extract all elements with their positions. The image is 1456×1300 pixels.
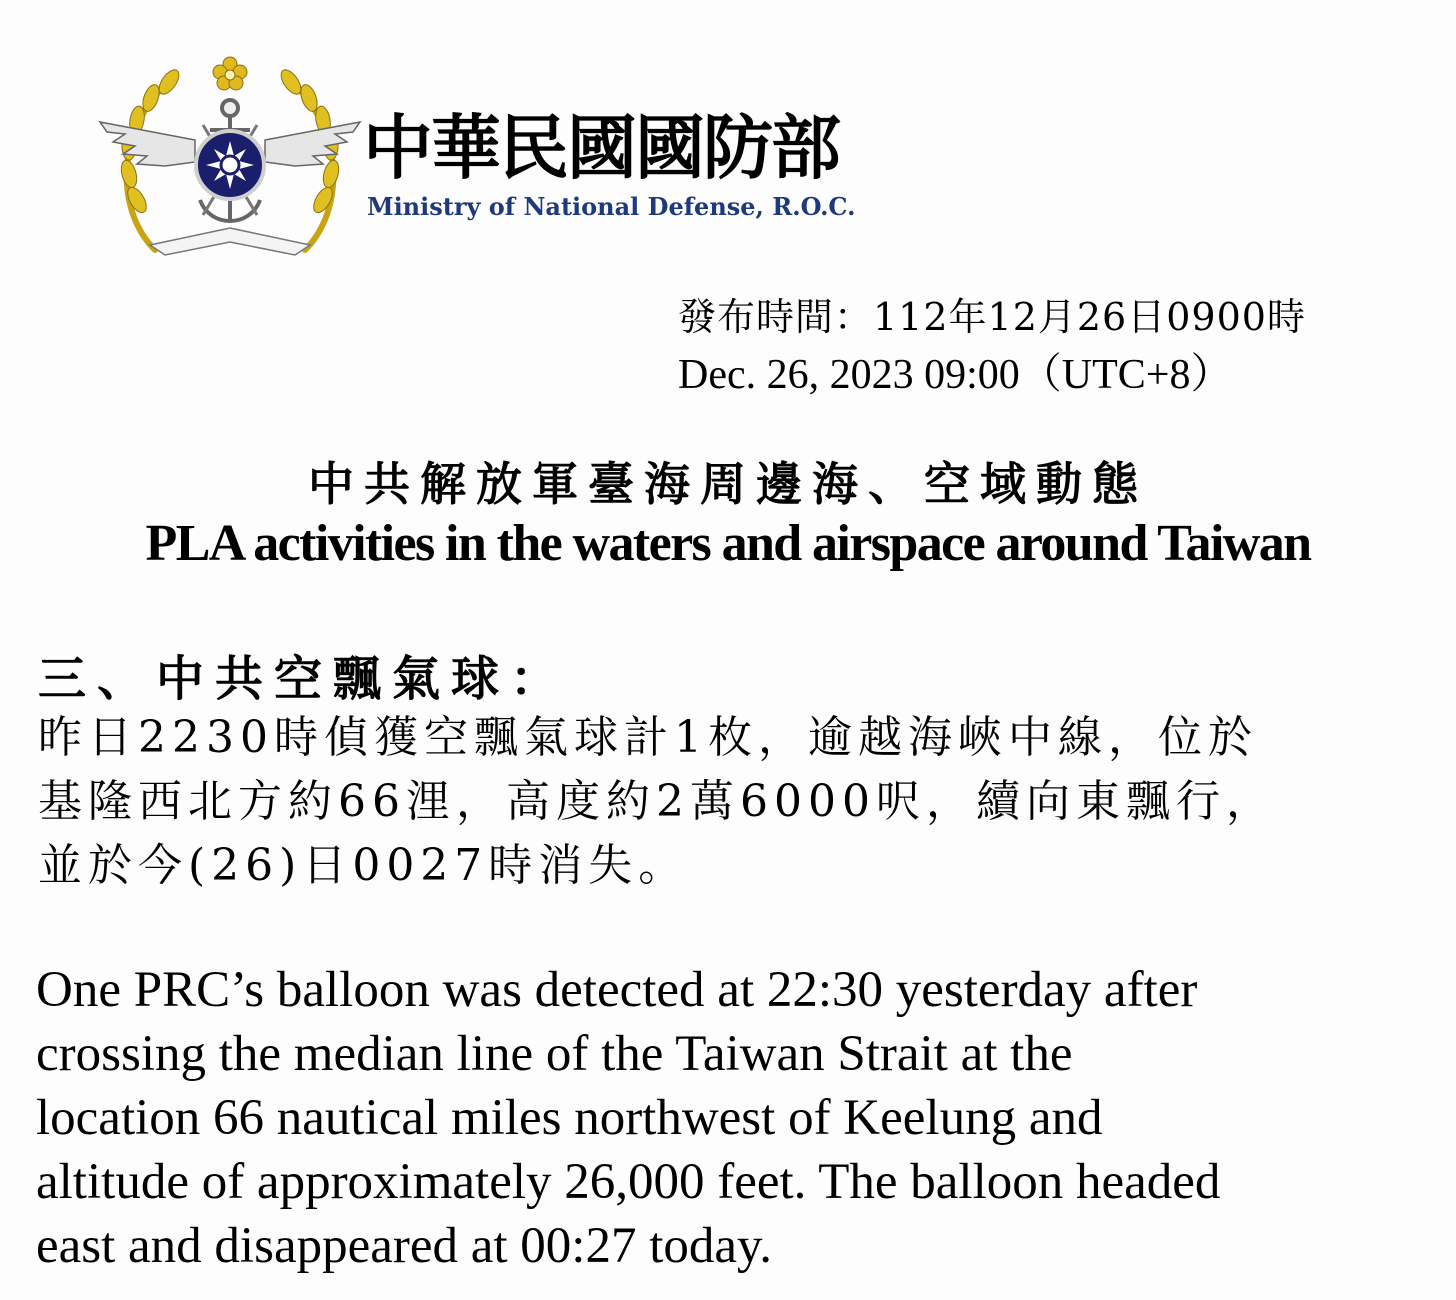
body-en-line: east and disappeared at 00:27 today. xyxy=(36,1218,772,1274)
body-en-line: location 66 nautical miles northwest of Keelung and xyxy=(36,1090,1103,1146)
org-name-zh: 中華民國國防部 xyxy=(363,107,839,189)
page-title-en: PLA activities in the waters and airspace around Taiwan xyxy=(145,515,1311,572)
body-text-en xyxy=(36,958,1436,1278)
body-en-line: crossing the median line of the Taiwan Strait at the xyxy=(36,1026,1073,1082)
org-name-en: Ministry of National Defense, R.O.C. xyxy=(367,192,856,221)
body-zh-line: 昨日2230時偵獲空飄氣球計1枚，逾越海峽中線，位於 xyxy=(38,712,1258,763)
body-zh-line: 基隆西北方約66浬，高度約2萬6000呎，續向東飄行， xyxy=(38,776,1276,827)
page-header xyxy=(95,50,925,270)
body-en-line: altitude of approximately 26,000 feet. The balloon headed xyxy=(36,1154,1221,1210)
section-heading-zh: 三、中共空飄氣球： xyxy=(38,651,570,707)
body-zh-line: 並於今(26)日0027時消失。 xyxy=(38,840,689,891)
page-title-zh: 中共解放軍臺海周邊海、空域動態 xyxy=(308,457,1148,511)
release-time xyxy=(678,288,1306,404)
body-text-zh xyxy=(38,706,1428,898)
body-en-line: One PRC’s balloon was detected at 22:30 yesterday after xyxy=(36,962,1198,1018)
release-time-en: Dec. 26, 2023 09:00（UTC+8） xyxy=(678,352,1233,398)
mnd-emblem-icon xyxy=(95,50,365,265)
release-time-zh: 發布時間：112年12月26日0900時 xyxy=(678,295,1306,339)
